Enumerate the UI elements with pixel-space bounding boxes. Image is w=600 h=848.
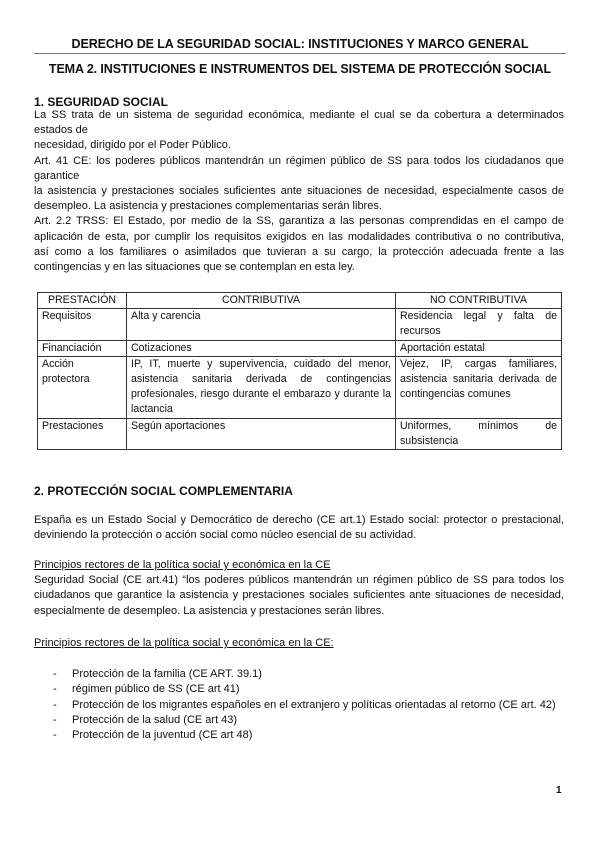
row-label: Financiación — [38, 340, 127, 356]
text-line: garantice — [34, 169, 80, 182]
row-label: Acción protectora — [38, 356, 127, 418]
bullet-marker: - — [53, 698, 57, 711]
contributiva-cell: IP, IT, muerte y supervivencia, cuidado del menor, asistencia sanitaria derivada de contingencias profesionales, riesgo durante el embarazo y durante la lactancia — [127, 356, 396, 418]
benefits-table — [37, 292, 562, 450]
header-cell-contributiva: CONTRIBUTIVA — [127, 293, 396, 309]
list-item — [34, 713, 564, 728]
text-line: ciudadanos que garantice la asistencia y prestaciones sociales suficientes ante situaciones de necesidad, — [34, 589, 564, 602]
contributiva-cell: Según aportaciones — [127, 418, 396, 449]
table-header-row — [38, 293, 562, 309]
contributiva-cell: Cotizaciones — [127, 340, 396, 356]
text-line: estados de — [34, 124, 88, 137]
section2-intro — [34, 513, 564, 543]
list-item — [34, 728, 564, 743]
text-line: la asistencia y prestaciones sociales suficientes ante situaciones de necesidad, especialmente casos de — [34, 185, 564, 198]
subheading: Principios rectores de la política social y económica en la CE — [34, 559, 331, 571]
no-contributiva-cell: Vejez, IP, cargas familiares, asistencia sanitaria derivada de contingencias comunes — [396, 356, 562, 418]
topic-title: TEMA 2. INSTITUCIONES E INSTRUMENTOS DEL SISTEMA DE PROTECCIÓN SOCIAL — [48, 62, 552, 76]
list-item-text: régimen público de SS (CE art 41) — [72, 683, 240, 696]
course-title: DERECHO DE LA SEGURIDAD SOCIAL: INSTITUCIONES Y MARCO GENERAL — [71, 37, 529, 51]
header-cell-prestacion: PRESTACIÓN — [38, 293, 127, 309]
list-item — [34, 698, 564, 713]
text-line: Seguridad Social (CE art.41) “los poderes públicos mantendrán un régimen público de SS para todos los — [34, 574, 564, 587]
text-line: aplicación de esta, por cumplir los requisitos exigidos en las modalidades contributiva o no contributiva, — [34, 230, 564, 243]
header-cell-no-contributiva: NO CONTRIBUTIVA — [396, 293, 562, 309]
text-line: desempleo. La asistencia y prestaciones complementarias serán libres. — [34, 200, 382, 213]
text-line: Art. 2.2 TRSS: El Estado, por medio de la SS, garantiza a las personas comprendidas en el campo de — [34, 215, 564, 228]
text-line: contingencias y en las situaciones que se contemplan en esta ley. — [34, 261, 355, 274]
table-row — [38, 309, 562, 340]
table-row — [38, 340, 562, 356]
section2-ss-block — [34, 558, 564, 619]
bullet-marker: - — [53, 713, 57, 726]
text-line: Art. 41 CE: los poderes públicos mantendrán un régimen público de SS para todos los ciudadanos que — [34, 154, 564, 167]
text-line: deviniendo la protección o acción social como núcleo esencial de su actividad. — [34, 529, 417, 542]
text-line: especialmente de desempleo. La asistencia y prestaciones serán libres. — [34, 604, 385, 617]
text-line: así como a los familiares o asimilados que tuvieran a su cargo, la protección adecuada frente a las — [34, 245, 564, 258]
text-line: necesidad, dirigido por el Poder Público. — [34, 139, 231, 152]
bullet-marker: - — [53, 683, 57, 696]
list-item-text: Protección de la familia (CE ART. 39.1) — [72, 668, 262, 680]
list-item — [34, 667, 564, 682]
no-contributiva-cell: Residencia legal y falta de recursos — [396, 309, 562, 340]
no-contributiva-cell: Aportación estatal — [396, 340, 562, 356]
contributiva-cell: Alta y carencia — [127, 309, 396, 340]
section2-title: 2. PROTECCIÓN SOCIAL COMPLEMENTARIA — [34, 484, 293, 498]
list-item-text: Protección de los migrantes españoles en el extranjero y políticas orientadas al retorno (CE art. 42) — [72, 698, 556, 711]
section2-subheading2 — [34, 636, 564, 651]
header-divider — [34, 53, 566, 54]
section1-body — [34, 108, 564, 275]
bullet-marker: - — [53, 729, 57, 742]
bullet-marker: - — [53, 668, 57, 680]
subheading: Principios rectores de la política social y económica en la CE: — [34, 637, 334, 649]
row-label: Prestaciones — [38, 418, 127, 449]
list-item — [34, 682, 564, 697]
row-label: Requisitos — [38, 309, 127, 340]
table-row — [38, 418, 562, 449]
page-number: 1 — [556, 785, 562, 796]
list-item-text: Protección de la salud (CE art 43) — [72, 713, 238, 726]
text-line: España es un Estado Social y Democrático de derecho (CE art.1) Estado social: protector o prestacional, — [34, 514, 564, 526]
section1-title: 1. SEGURIDAD SOCIAL — [34, 95, 169, 109]
table-row — [38, 356, 562, 418]
text-line: La SS trata de un sistema de seguridad económica, mediante el cual se da cobertura a determinados — [34, 109, 564, 121]
no-contributiva-cell: Uniformes, mínimos de subsistencia — [396, 418, 562, 449]
principles-list — [34, 667, 564, 743]
list-item-text: Protección de la juventud (CE art 48) — [72, 729, 253, 742]
